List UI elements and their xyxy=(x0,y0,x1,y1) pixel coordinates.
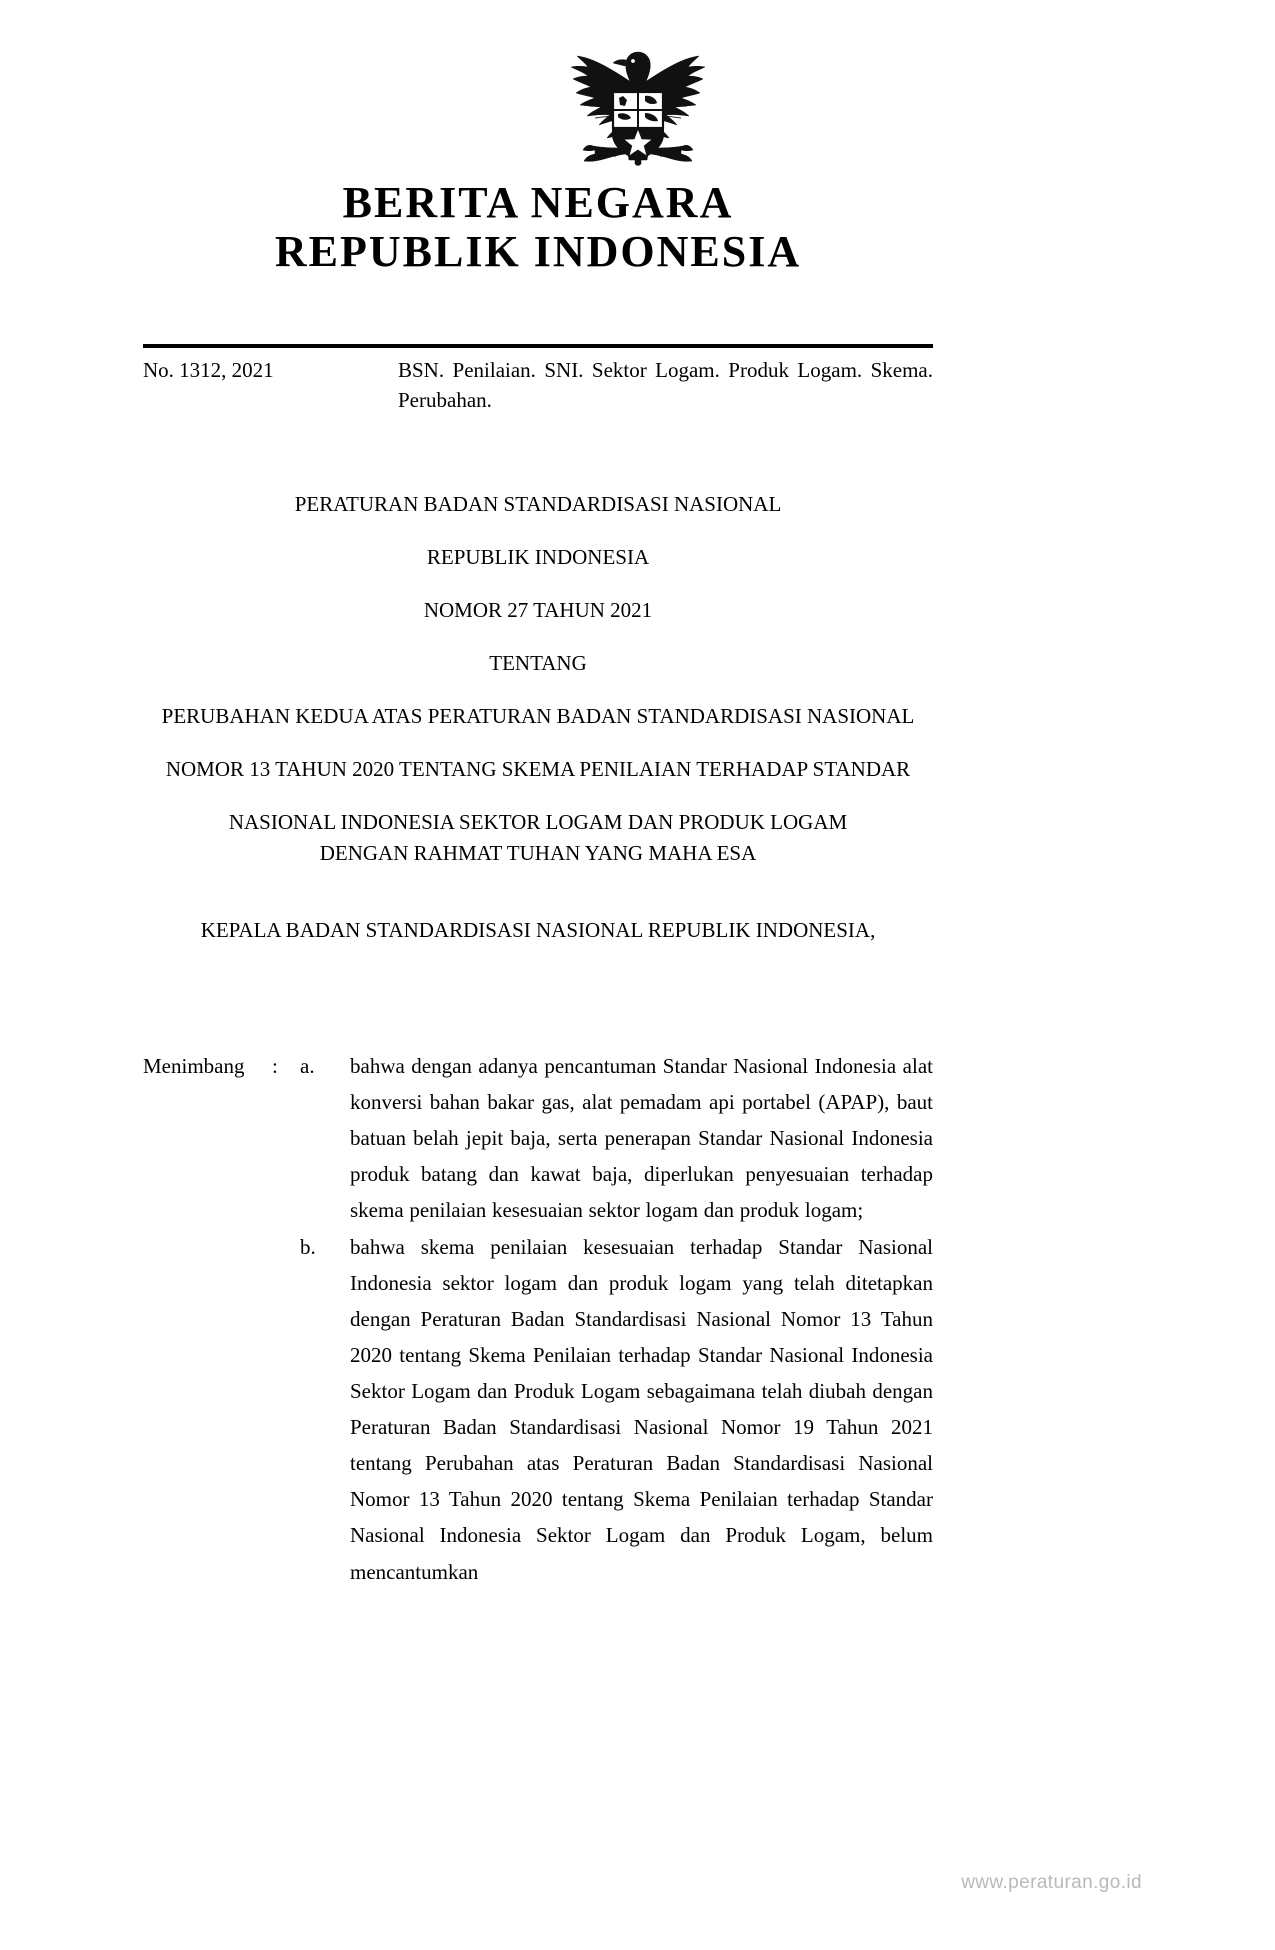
masthead-line-1: BERITA NEGARA xyxy=(342,178,734,227)
masthead-line-2: REPUBLIK INDONESIA xyxy=(274,227,802,277)
title-spacer-3 xyxy=(143,628,933,646)
gazette-header-row xyxy=(143,356,933,416)
title-spacer-5 xyxy=(143,734,933,752)
title-line-2: REPUBLIK INDONESIA xyxy=(426,545,650,569)
title-line-3: NOMOR 27 TAHUN 2021 xyxy=(423,598,653,622)
gazette-number: No. 1312, 2021 xyxy=(143,358,274,382)
masthead xyxy=(143,178,933,277)
emblem-container xyxy=(0,38,1275,180)
title-spacer-2 xyxy=(143,575,933,593)
consideration-item-a xyxy=(143,1048,933,1229)
title-line-5: PERUBAHAN KEDUA ATAS PERATURAN BADAN STANDARDISASI NASIONAL xyxy=(161,704,915,728)
regulation-title-block xyxy=(143,487,933,840)
authority-line: KEPALA BADAN STANDARDISASI NASIONAL REPUBLIK INDONESIA, xyxy=(200,918,876,942)
title-line-4: TENTANG xyxy=(489,651,587,675)
considerations-label: Menimbang xyxy=(143,1054,245,1078)
garuda-pancasila-icon xyxy=(563,38,713,180)
considerations-colon: : xyxy=(272,1054,278,1078)
title-line-1: PERATURAN BADAN STANDARDISASI NASIONAL xyxy=(294,492,782,516)
consideration-item-b xyxy=(143,1229,933,1590)
gazette-subject-keywords: BSN. Penilaian. SNI. Sektor Logam. Produk Logam. Skema. Perubahan. xyxy=(398,358,933,412)
invocation-line: DENGAN RAHMAT TUHAN YANG MAHA ESA xyxy=(319,841,757,865)
title-line-6: NOMOR 13 TAHUN 2020 TENTANG SKEMA PENILAIAN TERHADAP STANDAR xyxy=(165,757,911,781)
title-line-7: NASIONAL INDONESIA SEKTOR LOGAM DAN PRODUK LOGAM xyxy=(228,810,848,834)
masthead-divider xyxy=(143,344,933,348)
footer-watermark: www.peraturan.go.id xyxy=(961,1872,1142,1893)
title-spacer-1 xyxy=(143,522,933,540)
title-spacer-6 xyxy=(143,787,933,805)
consideration-text-b: bahwa skema penilaian kesesuaian terhadap Standar Nasional Indonesia sektor logam dan produk logam yang telah ditetapkan dengan Peraturan Badan Standardisasi Nasional Nomor 13 Tahun 2020 tentang Skema Penilaian terhadap Standar Nasional Indonesia Sektor Logam dan Produk Logam sebagaimana telah diubah dengan Peraturan Badan Standardisasi Nasional Nomor 19 Tahun 2021 tentang Perubahan atas Peraturan Badan Standardisasi Nasional Nomor 13 Tahun 2020 tentang Skema Penilaian terhadap Standar Nasional Indonesia Sektor Logam dan Produk Logam, belum mencantumkan xyxy=(350,1234,933,1584)
consideration-text-a: bahwa dengan adanya pencantuman Standar Nasional Indonesia alat konversi bahan bakar gas, alat pemadam api portabel (APAP), baut batuan belah jepit baja, serta penerapan Standar Nasional Indonesia produk batang dan kawat baja, diperlukan penyesuaian terhadap skema penilaian kesesuaian sektor logam dan produk logam; xyxy=(350,1054,933,1223)
considerations-section xyxy=(143,1048,933,1590)
title-spacer-4 xyxy=(143,681,933,699)
consideration-marker-a: a. xyxy=(300,1054,315,1078)
consideration-marker-b: b. xyxy=(300,1234,316,1259)
